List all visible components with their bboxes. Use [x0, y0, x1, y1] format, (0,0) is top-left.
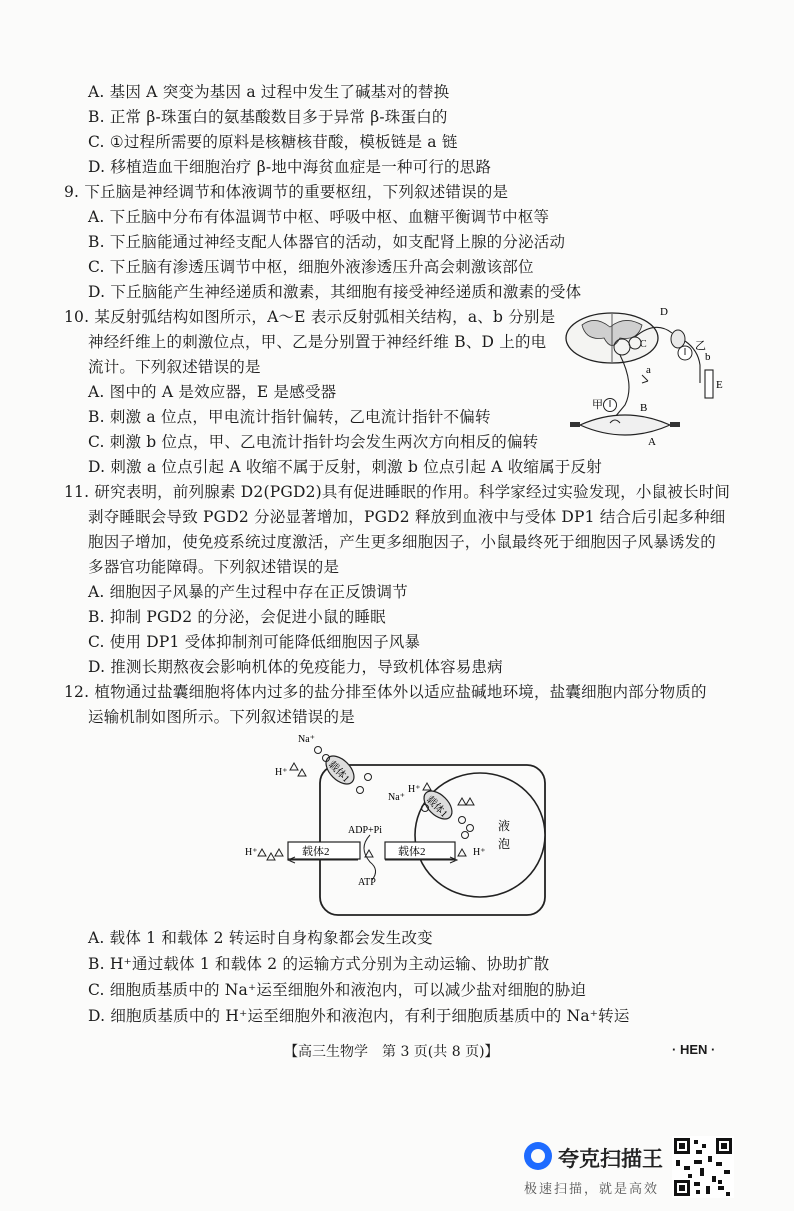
q8-option-d: D. 移植造血干细胞治疗 β-地中海贫血症是一种可行的思路: [88, 158, 492, 176]
carrier2-outer-label: 载体2: [302, 846, 330, 858]
vacuole-label-1: 液: [498, 819, 511, 833]
q9-option-b: B. 下丘脑能通过神经支配人体器官的活动，如支配肾上腺的分泌活动: [88, 233, 566, 251]
q12-option-d: D. 细胞质基质中的 H⁺运至细胞外和液泡内，有利于细胞质基质中的 Na⁺转运: [88, 1007, 630, 1025]
q8-option-a: A. 基因 A 突变为基因 a 过程中发生了碱基对的替换: [88, 83, 450, 101]
q9-option-d: D. 下丘脑能产生神经递质和激素，其细胞有接受神经递质和激素的受体: [88, 283, 582, 301]
carrier1-vacuole-label: 载体1: [423, 794, 450, 820]
h-outside-top-label: H⁺: [275, 767, 288, 778]
q9-stem: 9. 下丘脑是神经调节和体液调节的重要枢纽，下列叙述错误的是: [64, 183, 509, 201]
carrier1-outer-label: 载体1: [325, 759, 352, 785]
q11-stem-line3: 胞因子增加，使免疫系统过度激活，产生更多细胞因子，小鼠最终死于细胞因子风暴诱发的: [88, 533, 717, 551]
q11-stem-line4: 多器官功能障碍。下列叙述错误的是: [88, 558, 340, 576]
q10-stem-line2: 神经纤维上的刺激位点，甲、乙是分别置于神经纤维 B、D 上的电: [88, 333, 547, 351]
q10-option-a: A. 图中的 A 是效应器，E 是感受器: [88, 383, 337, 401]
label-A: A: [648, 436, 656, 448]
carrier2-vacuole-label: 载体2: [398, 846, 426, 858]
q10-option-b: B. 刺激 a 位点，甲电流计指针偏转，乙电流计指针不偏转: [88, 408, 491, 426]
q9-option-a: A. 下丘脑中分布有体温调节中枢、呼吸中枢、血糖平衡调节中枢等: [88, 208, 550, 226]
q11-stem-line1: 11. 研究表明，前列腺素 D2(PGD2)具有促进睡眠的作用。科学家经过实验发现，小鼠被长时间: [64, 483, 731, 501]
scanner-slogan: 极速扫描，就是高效: [524, 1182, 660, 1197]
h-vacuole-right-label: H⁺: [473, 847, 486, 858]
q10-stem-line3: 流计。下列叙述错误的是: [88, 358, 261, 376]
q8-option-c: C. ①过程所需要的原料是核糖核苷酸，模板链是 a 链: [88, 133, 458, 151]
reflex-arc-diagram: [560, 305, 740, 450]
label-yi: 乙: [695, 340, 706, 352]
paper-code: · HEN ·: [672, 1042, 716, 1057]
label-B: B: [640, 402, 648, 414]
qr-code-icon: [672, 1136, 734, 1198]
label-b: b: [705, 351, 711, 363]
scanner-logo-icon: [524, 1142, 552, 1170]
label-E: E: [716, 379, 723, 391]
q12-stem-line2: 运输机制如图所示。下列叙述错误的是: [88, 708, 355, 726]
q11-option-c: C. 使用 DP1 受体抑制剂可能降低细胞因子风暴: [88, 633, 421, 651]
label-D: D: [660, 306, 668, 318]
vacuole-label-2: 泡: [498, 837, 511, 851]
q11-option-a: A. 细胞因子风暴的产生过程中存在正反馈调节: [88, 583, 408, 601]
q12-stem-line1: 12. 植物通过盐囊细胞将体内过多的盐分排至体外以适应盐碱地环境，盐囊细胞内部分物质的: [64, 683, 707, 701]
adp-label: ADP+Pi: [348, 825, 382, 836]
q11-stem-line2: 剥夺睡眠会导致 PGD2 分泌显著增加，PGD2 释放到血液中与受体 DP1 结合后引起多种细: [88, 508, 726, 526]
label-a: a: [646, 364, 651, 376]
q11-option-d: D. 推测长期熬夜会影响机体的免疫能力，导致机体容易患病: [88, 658, 503, 676]
q10-option-c: C. 刺激 b 位点，甲、乙电流计指针均会发生两次方向相反的偏转: [88, 433, 539, 451]
label-C: C: [640, 339, 647, 350]
na-outside-label: Na⁺: [298, 734, 315, 745]
atp-label: ATP: [358, 877, 376, 888]
q12-option-b: B. H⁺通过载体 1 和载体 2 的运输方式分别为主动运输、协助扩散: [88, 955, 550, 973]
q11-option-b: B. 抑制 PGD2 的分泌，会促进小鼠的睡眠: [88, 608, 386, 626]
na-vacuole-label: Na⁺: [388, 792, 405, 803]
h-left-label: H⁺: [245, 847, 258, 858]
page-footer: 【高三生物学 第 3 页(共 8 页)】: [284, 1044, 499, 1060]
scanner-brand: 夸克扫描王: [558, 1147, 663, 1171]
label-jia: 甲: [592, 399, 603, 411]
q12-option-c: C. 细胞质基质中的 Na⁺运至细胞外和液泡内，可以减少盐对细胞的胁迫: [88, 981, 587, 999]
h-vacuole-top-label: H⁺: [408, 784, 421, 795]
q10-stem-line1: 10. 某反射弧结构如图所示，A～E 表示反射弧相关结构，a、b 分别是: [64, 308, 556, 326]
salt-bladder-cell-diagram: [240, 730, 560, 920]
q10-option-d: D. 刺激 a 位点引起 A 收缩不属于反射，刺激 b 位点引起 A 收缩属于反射: [88, 458, 602, 476]
q12-option-a: A. 载体 1 和载体 2 转运时自身构象都会发生改变: [88, 929, 433, 947]
q9-option-c: C. 下丘脑有渗透压调节中枢，细胞外液渗透压升高会刺激该部位: [88, 258, 534, 276]
q8-option-b: B. 正常 β-珠蛋白的氨基酸数目多于异常 β-珠蛋白的: [88, 108, 448, 126]
